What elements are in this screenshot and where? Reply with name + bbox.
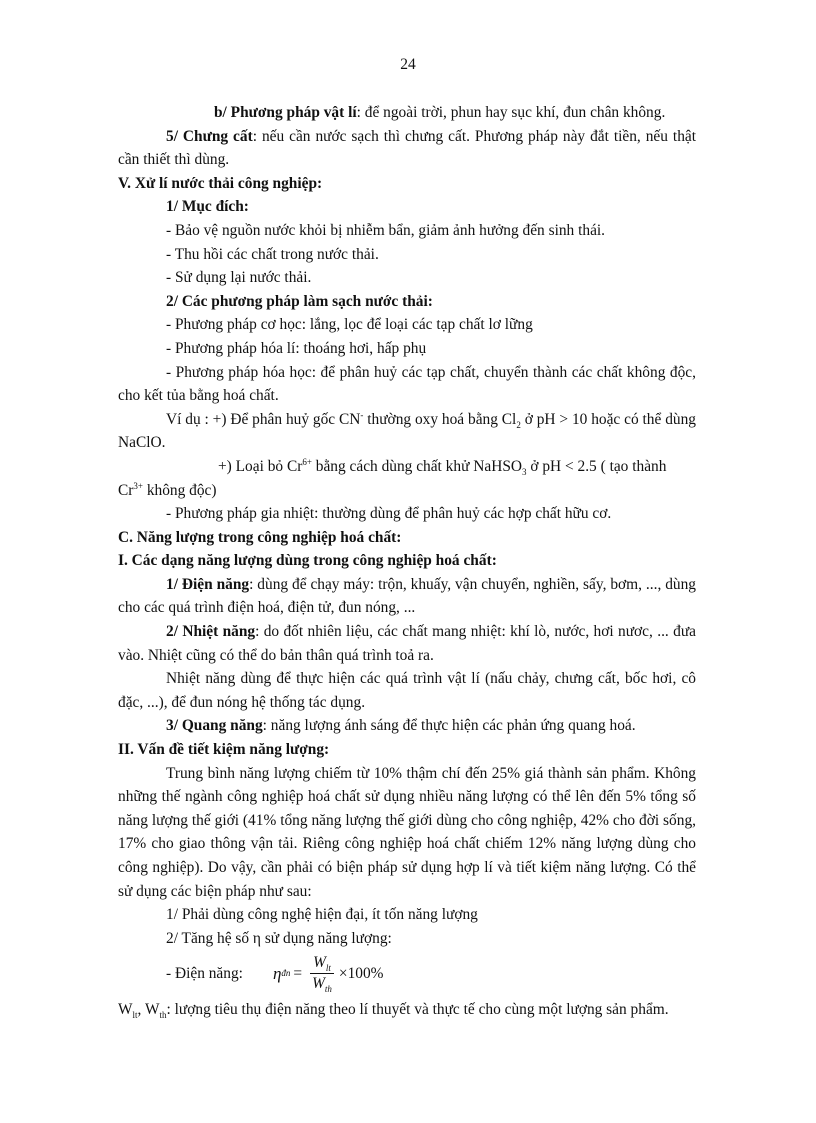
- bold-term: 5/ Chưng cất: [166, 127, 253, 145]
- subscript: lt: [132, 1010, 138, 1021]
- example-2-continued: [118, 479, 696, 503]
- text: : nếu cần nước sạch thì chưng cất. Phương pháp này đắt tiền, nếu thật cần thiết thì dùng.: [118, 127, 696, 169]
- formula-explanation: [118, 998, 696, 1022]
- paragraph-thermal-energy: [118, 620, 696, 667]
- paragraph-electric-energy: [118, 573, 696, 620]
- paragraph-physical-method: [118, 101, 696, 125]
- subscript: lt: [325, 962, 331, 973]
- list-item: - Phương pháp gia nhiệt: thường dùng để phân huỷ các hợp chất hữu cơ.: [166, 505, 612, 523]
- page-number: 24: [400, 56, 416, 73]
- example-1: [118, 408, 696, 455]
- text: W: [118, 1001, 133, 1019]
- paragraph-distillation: [118, 125, 696, 172]
- paragraph-light-energy: [118, 714, 696, 738]
- superscript: -: [360, 409, 364, 420]
- text: : năng lượng ánh sáng để thực hiện các phản ứng quang hoá.: [262, 717, 636, 735]
- text: : do đốt nhiên liệu, các chất mang nhiệt: khí lò, nước, hơi nươc, ... đưa vào. Nhiệt cũng có thể do bản thân quá trình toả ra.: [118, 623, 696, 664]
- fraction: [309, 953, 335, 994]
- list-item: - Phương pháp hóa lí: thoáng hơi, hấp phụ: [166, 339, 427, 357]
- list-item: - Sử dụng lại nước thải.: [166, 269, 312, 287]
- text: : để ngoài trời, phun hay sục khí, đun chân không.: [356, 104, 666, 121]
- fraction-numerator: [310, 953, 334, 974]
- text: W: [313, 953, 326, 971]
- text: , W: [137, 1001, 160, 1019]
- example-2: [118, 455, 696, 479]
- times-percent: ×100%: [338, 964, 384, 982]
- list-item: 2/ Tăng hệ số η sử dụng năng lượng:: [166, 929, 392, 947]
- efficiency-formula: - Điện năng: η đn = $\frac{W_{lt}}{W_{th}}$ ×100%: [166, 953, 384, 994]
- equals-sign: =: [293, 964, 303, 982]
- section-heading-ii: II. Vấn đề tiết kiệm năng lượng:: [118, 741, 330, 759]
- subscript: th: [159, 1010, 167, 1021]
- subheading-methods: 2/ Các phương pháp làm sạch nước thải:: [166, 292, 433, 310]
- bold-term: 3/ Quang năng: [166, 717, 263, 735]
- text: Ví dụ : +) Để phân huỷ gốc CN: [166, 410, 361, 428]
- subscript: 2: [516, 419, 521, 430]
- fraction-denominator: [309, 974, 335, 994]
- text: thường oxy hoá bằng Cl: [363, 410, 517, 428]
- bold-term: 1/ Điện năng: [166, 575, 250, 593]
- text: +) Loại bỏ Cr: [218, 457, 303, 475]
- subscript: th: [324, 983, 332, 994]
- text: ở pH < 2.5 ( tạo thành: [526, 457, 667, 475]
- superscript: 3+: [133, 480, 143, 491]
- superscript: 6+: [302, 456, 312, 467]
- text: Cr: [118, 481, 134, 499]
- page-content: [118, 101, 696, 1022]
- text: W: [312, 974, 325, 992]
- list-item: - Phương pháp cơ học: lắng, lọc để loại các tạp chất lơ lững: [166, 316, 533, 334]
- text: ở pH > 10 hoặc có thể dùng NaClO.: [118, 410, 696, 452]
- list-item: - Bảo vệ nguồn nước khỏi bị nhiễm bẩn, giảm ảnh hưởng đến sinh thái.: [166, 221, 606, 239]
- subheading-purpose: 1/ Mục đích:: [166, 198, 249, 216]
- bold-term: b/ Phương pháp vật lí: [214, 104, 357, 121]
- section-heading-c: C. Năng lượng trong công nghiệp hoá chất:: [118, 528, 402, 546]
- eta-symbol: η: [272, 963, 282, 983]
- section-heading-v: V. Xử lí nước thải công nghiệp:: [118, 174, 323, 192]
- list-item: - Thu hồi các chất trong nước thải.: [166, 245, 379, 263]
- paragraph-thermal-use: Nhiệt năng dùng để thực hiện các quá trình vật lí (nấu chảy, chưng cất, bốc hơi, cô đặc, ...), để đun nóng hệ thống tác dụng.: [118, 670, 696, 711]
- text: bằng cách dùng chất khử NaHSO: [311, 457, 522, 475]
- text: : dùng để chạy máy: trộn, khuấy, vận chuyển, nghiền, sấy, bơm, ..., dùng cho các quá trình điện hoá, điện tử, đun nóng, ...: [118, 575, 696, 617]
- formula-label: - Điện năng:: [166, 964, 243, 982]
- list-item: 1/ Phải dùng công nghệ hiện đại, ít tốn năng lượng: [166, 906, 478, 924]
- list-item: - Phương pháp hóa học: để phân huỷ các tạp chất, chuyển thành các chất không độc, cho kết tủa bằng hoá chất.: [118, 363, 696, 405]
- text: không độc): [142, 481, 217, 499]
- bold-term: 2/ Nhiệt năng: [166, 623, 256, 641]
- text: : lượng tiêu thụ điện năng theo lí thuyết và thực tế cho cùng một lượng sản phẩm.: [166, 1001, 669, 1019]
- subscript: 3: [522, 466, 527, 477]
- section-heading-i: I. Các dạng năng lượng dùng trong công nghiệp hoá chất:: [118, 552, 497, 570]
- paragraph-energy-saving: Trung bình năng lượng chiếm từ 10% thậm chí đến 25% giá thành sản phẩm. Không những thế ngành công nghiệp hoá chất sử dụng nhiều năng lượng có thể lên đến 5% tổng số năng lượng thế giới (41% tổng năng lượng thế giới dùng cho công nghiệp, 42% cho đời sống, 17% cho giao thông vận tải. Riêng công nghiệp hoá chất chiếm 12% năng lượng dùng cho công nghiệp). Do vậy, cần phải có biện pháp sử dụng hợp lí và tiết kiệm năng lượng. Có thể sử dụng các biện pháp như sau:: [118, 764, 696, 900]
